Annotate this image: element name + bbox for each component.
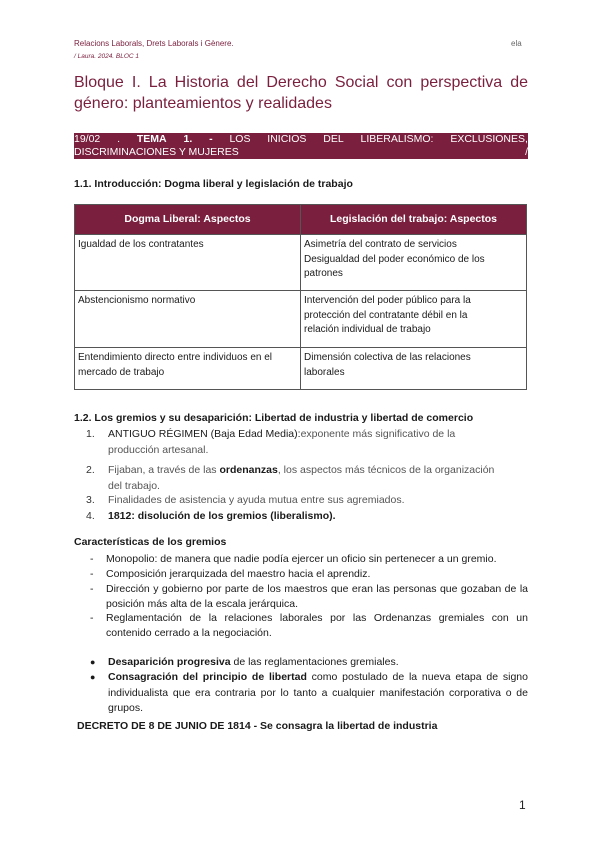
list-item: 4. 1812: disolución de los gremios (liberalismo). xyxy=(86,510,336,522)
table-cell: Igualdad de los contratantes xyxy=(75,235,301,291)
characteristic-item: - Reglamentación de la relaciones laborales por las Ordenanzas gremiales con un contenido cerrado a la negociación. xyxy=(90,612,528,639)
band-line2: DISCRIMINACIONES Y MUJERES xyxy=(74,146,239,158)
table-row xyxy=(75,235,527,291)
bullet-item: ● Consagración del principio de libertad como postulado de la nueva etapa de signo individualista que era contraria por lo tanto a cualquier manifestación corporativa o de grupos. xyxy=(90,671,528,714)
table-cell: Dimensión colectiva de las relaciones laborales xyxy=(301,348,527,390)
topic-band-line2 xyxy=(74,146,528,159)
topic-band xyxy=(74,133,528,146)
band-dash: - xyxy=(209,133,213,145)
page-number: 1 xyxy=(519,798,526,812)
section-heading-gremios: 1.2. Los gremios y su desaparición: Libertad de industria y libertad de comercio xyxy=(74,412,474,424)
characteristic-item: - Monopolio: de manera que nadie podía ejercer un oficio sin pertenecer a un gremio. xyxy=(90,553,497,565)
list-item: 2. Fijaban, a través de las ordenanzas, los aspectos más técnicos de la organización del trabajo. xyxy=(86,464,495,492)
band-word: INICIOS xyxy=(267,133,307,145)
band-word: DEL xyxy=(323,133,344,145)
table-cell: Entendimiento directo entre individuos en el mercado de trabajo xyxy=(75,348,301,390)
table-row xyxy=(75,348,527,390)
band-word: LOS xyxy=(229,133,251,145)
characteristics-heading: Características de los gremios xyxy=(74,536,227,548)
table-header-cell: Dogma Liberal: Aspectos xyxy=(75,205,301,235)
page-title: Bloque I. La Historia del Derecho Social con perspectiva de género: planteamientos y realidades xyxy=(74,74,528,112)
band-word: LIBERALISMO: xyxy=(360,133,434,145)
band-date: 19/02 xyxy=(74,133,101,145)
table-cell: Intervención del poder público para la protección del contratante débil en la relación individual de trabajo xyxy=(301,291,527,348)
bullet-icon: ● xyxy=(90,657,96,667)
table-header-cell: Legislación del trabajo: Aspectos xyxy=(301,205,527,235)
decree-heading: DECRETO DE 8 DE JUNIO DE 1814 - Se consagra la libertad de industria xyxy=(77,720,438,732)
characteristic-item: - Dirección y gobierno por parte de los maestros que eran las personas que gozaban de la posición más alta de la escala jerárquica. xyxy=(90,583,528,610)
bullet-item: ● Desaparición progresiva de las reglamentaciones gremiales. xyxy=(90,655,528,671)
table-row xyxy=(75,291,527,348)
bullet-icon: ● xyxy=(90,672,96,682)
comparison-table xyxy=(74,204,527,390)
characteristic-item: - Composición jerarquizada del maestro hacia el aprendiz. xyxy=(90,568,371,580)
band-line2-end: / xyxy=(525,146,528,158)
band-dot: . xyxy=(117,133,121,145)
table-cell: Asimetría del contrato de servicios Desigualdad del poder económico de los patrones xyxy=(301,235,527,291)
table-cell: Abstencionismo normativo xyxy=(75,291,301,348)
section-heading-intro: 1.1. Introducción: Dogma liberal y legislación de trabajo xyxy=(74,178,353,190)
header-right: ela xyxy=(511,39,522,48)
band-tema: TEMA xyxy=(136,133,167,145)
header-title: Relacions Laborals, Drets Laborals i Gènere. xyxy=(74,39,234,48)
table-header-row xyxy=(75,205,527,235)
list-item: 1. ANTIGUO RÉGIMEN (Baja Edad Media):exponente más significativo de la producción artesanal. xyxy=(86,428,456,456)
list-item: 3. Finalidades de asistencia y ayuda mutua entre sus agremiados. xyxy=(86,494,405,506)
band-word: EXCLUSIONES, xyxy=(450,133,528,145)
band-tema-num: 1. xyxy=(183,133,193,145)
header-subtitle: / Laura. 2024. BLOC 1 xyxy=(74,53,140,60)
